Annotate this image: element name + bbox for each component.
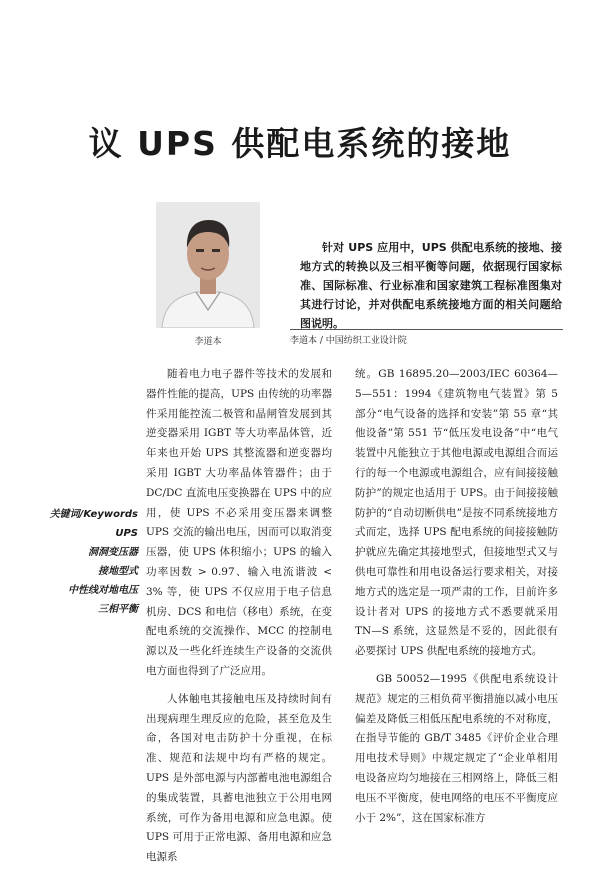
photo-caption: 李道本	[194, 337, 222, 347]
keywords-label: 关键词/Keywords	[49, 509, 138, 520]
body-column-right	[355, 365, 558, 836]
abstract: 针对 UPS 应用中，UPS 供配电系统的接地、接地方式的转换以及三相平衡等问题，依据现行国家标准、国际标准、行业标准和国家建筑工程标准图集对其进行讨论，并对供配电系统接地方面的相关问题给图说明。	[300, 241, 562, 330]
keyword-item: 洞洞变压器	[88, 547, 138, 558]
author-photo	[156, 202, 260, 328]
body-paragraph: 人体触电其接触电压及持续时间有出现病理生理反应的危险，甚至危及生命，各国对电击防护十分重视，在标准、规范和法规中均有严格的规定。UPS 是外部电源与内部蓄电池电源组合的集成装置，具蓄电池独立于公用电网系统，可作为备用电源和应急电源。使 UPS 可用于正常电源、备用电源和应急电源系	[146, 692, 332, 864]
keywords-block	[30, 505, 138, 619]
body-paragraph: GB 50052—1995《供配电系统设计规范》规定的三相负荷平衡措施以减小电压偏差及降低三相低压配电系统的不对称度，在指导节能的 GB/T 3485《评价企业合理用电技术导则》中规定规定了“企业单相用电设备应均匀地接在三相网络上，降低三相电压不平衡度，使电网络的电压不平衡度应小于 2%”，这在国家标准方	[355, 672, 558, 824]
body-paragraph: 统。GB 16895.20—2003/IEC 60364—5—551：1994《建筑物电气装置》第 5 部分“电气设备的选择和安装”第 55 章“其他设备”第 551 节“低压发电设备”中“电气装置中凡能独立于其他电源或电源组合而运行的每一个电源或电源组合，应有间接接触防护”的规定也适用于 UPS。由于间接接触防护的“自动切断供电”是按不同系统接地方式而定，选择 UPS 配电系统的间接接触防护就应先确定其接地型式，但接地型式又与供电可靠性和用电设备运行要求相关，对接地方式的选定是一项严肃的工作，目前许多设计者对 UPS 的接地方式不悉要就采用 TN—S 系统，这显然是不妥的，因此很有必要探讨 UPS 供配电系统的接地方式。	[355, 368, 558, 658]
keyword-item: 接地型式	[98, 566, 138, 577]
body-paragraph: 随着电力电子器件等技术的发展和器件性能的提高，UPS 由传统的功率器件采用能控流二极管和晶闸管发展到其逆变器采用 IGBT 等大功率晶体管，近年来也开始 UPS 其整流器和逆变器均采用 IGBT 大功率晶体管器件；由于 DC/DC 直流电压变换器在 UPS 中的应用，使 UPS 不必采用变压器来调整 UPS 交流的输出电压，因而可以取消变压器，使 UPS 体积缩小；UPS 的输入功率因数 > 0.97、输入电流谐波 < 3% 等，使 UPS 不仅应用于电子信息机房、DCS 和电信（移电）系统，在变配电系统的交流操作、MCC 的控制电源以及一些化纤连续生产设备的交流供电方面也得到了广泛应用。	[146, 368, 332, 677]
keyword-item: UPS	[115, 528, 138, 539]
keyword-item: 中性线对地电压	[68, 585, 138, 596]
article-title: 议 UPS 供配电系统的接地	[88, 124, 512, 163]
body-column-left	[146, 365, 332, 876]
author-divider	[290, 329, 563, 330]
author-affiliation: 李道本 / 中国纺织工业设计院	[290, 336, 407, 346]
keyword-item: 三相平衡	[98, 604, 138, 615]
